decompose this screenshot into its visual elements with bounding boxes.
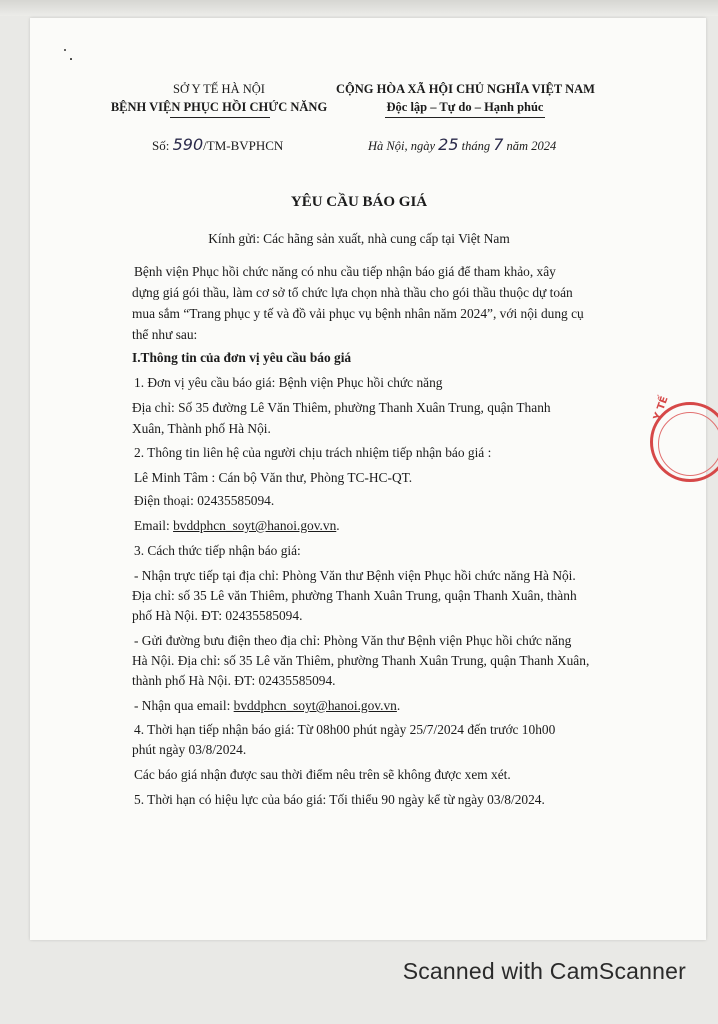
doc-number-handwritten: 590 — [172, 135, 204, 154]
motto-underline — [385, 117, 545, 118]
doc-number-prefix: Số: — [152, 138, 173, 153]
org-parent: SỞ Y TẾ HÀ NỘI — [173, 82, 265, 96]
official-stamp-text: Y TẾ — [652, 395, 671, 422]
date-place: Hà Nội, ngày — [368, 139, 439, 153]
direct-line-3: phố Hà Nội. ĐT: 02435585094. — [132, 608, 303, 623]
item-5: 5. Thời hạn có hiệu lực của báo giá: Tối thiểu 90 ngày kể từ ngày 03/8/2024. — [134, 792, 545, 807]
date-year: năm 2024 — [503, 139, 557, 153]
doc-number-suffix: /TM-BVPHCN — [203, 138, 284, 153]
late-note: Các báo giá nhận được sau thời điểm nêu trên sẽ không được xem xét. — [134, 767, 511, 782]
contact-person: Lê Minh Tâm : Cán bộ Văn thư, Phòng TC-HC-QT. — [134, 470, 413, 485]
direct-line-2: Địa chỉ: số 35 Lê văn Thiêm, phường Thanh Xuân Trung, quận Thanh Xuân, thành — [132, 588, 577, 603]
post-line-3: thành phố Hà Nội. ĐT: 02435585094. — [132, 673, 336, 688]
doc-title: YÊU CẦU BÁO GIÁ — [290, 194, 428, 210]
email-receive-line — [134, 696, 400, 716]
email-receive-link[interactable]: bvddphcn_soyt@hanoi.gov.vn — [233, 698, 397, 713]
post-line-2: Hà Nội. Địa chỉ: số 35 Lê văn Thiêm, phường Thanh Xuân Trung, quận Thanh Xuân, — [132, 653, 590, 668]
nation-motto: Độc lập – Tự do – Hạnh phúc — [386, 100, 544, 114]
intro-line-3: mua sắm “Trang phục y tế và đồ vải phục vụ bệnh nhân năm 2024”, với nội dung cụ — [132, 306, 584, 321]
section-1-heading: I.Thông tin của đơn vị yêu cầu báo giá — [132, 350, 352, 365]
org-underline — [170, 117, 270, 118]
date-day: 25 — [438, 135, 459, 154]
item-4-line-1: 4. Thời hạn tiếp nhận báo giá: Từ 08h00 phút ngày 25/7/2024 đến trước 10h00 — [134, 722, 556, 737]
email-receive-label: - Nhận qua email: — [134, 698, 234, 713]
item-1: 1. Đơn vị yêu cầu báo giá: Bệnh viện Phục hồi chức năng — [134, 375, 443, 390]
camscanner-watermark: Scanned with CamScanner — [402, 958, 686, 984]
post-line-1: - Gửi đường bưu điện theo địa chỉ: Phòng Văn thư Bệnh viện Phục hồi chức năng — [134, 633, 572, 648]
item-2: 2. Thông tin liên hệ của người chịu trách nhiệm tiếp nhận báo giá : — [134, 445, 492, 460]
direct-line-1: - Nhận trực tiếp tại địa chỉ: Phòng Văn thư Bệnh viện Phục hồi chức năng Hà Nội. — [134, 568, 576, 583]
intro-line-4: thể như sau: — [132, 327, 198, 342]
date-month: 7 — [493, 135, 504, 154]
email-line — [134, 516, 340, 536]
item-3: 3. Cách thức tiếp nhận báo giá: — [134, 543, 301, 558]
scan-edge — [0, 0, 718, 16]
email-label: Email: — [134, 518, 174, 533]
email-link[interactable]: bvddphcn_soyt@hanoi.gov.vn — [173, 518, 337, 533]
official-stamp-inner-ring — [658, 412, 718, 476]
date-month-label: tháng — [458, 139, 494, 153]
phone: Điện thoại: 02435585094. — [134, 493, 275, 508]
doc-date — [368, 135, 556, 156]
item-4-line-2: phút ngày 03/8/2024. — [132, 742, 247, 757]
email-receive-end: . — [396, 698, 401, 713]
intro-line-1: Bệnh viện Phục hồi chức năng có nhu cầu tiếp nhận báo giá để tham khảo, xây — [134, 264, 556, 279]
org-name: BỆNH VIỆN PHỤC HỒI CHỨC NĂNG — [110, 100, 328, 114]
address-line-1: Địa chỉ: Số 35 đường Lê Văn Thiêm, phường Thanh Xuân Trung, quận Thanh — [132, 400, 551, 415]
intro-line-2: dựng giá gói thầu, làm cơ sở tổ chức lựa chọn nhà thầu cho gói thầu thuộc dự toán — [132, 285, 573, 300]
recipient: Kính gửi: Các hãng sản xuất, nhà cung cấp tại Việt Nam — [208, 231, 510, 246]
nation-title: CỘNG HÒA XÃ HỘI CHỦ NGHĨA VIỆT NAM — [336, 82, 595, 96]
scan-speck — [64, 49, 66, 51]
doc-number — [152, 135, 283, 156]
address-line-2: Xuân, Thành phố Hà Nội. — [132, 421, 271, 436]
email-end: . — [336, 518, 340, 533]
scan-speck — [70, 58, 72, 60]
